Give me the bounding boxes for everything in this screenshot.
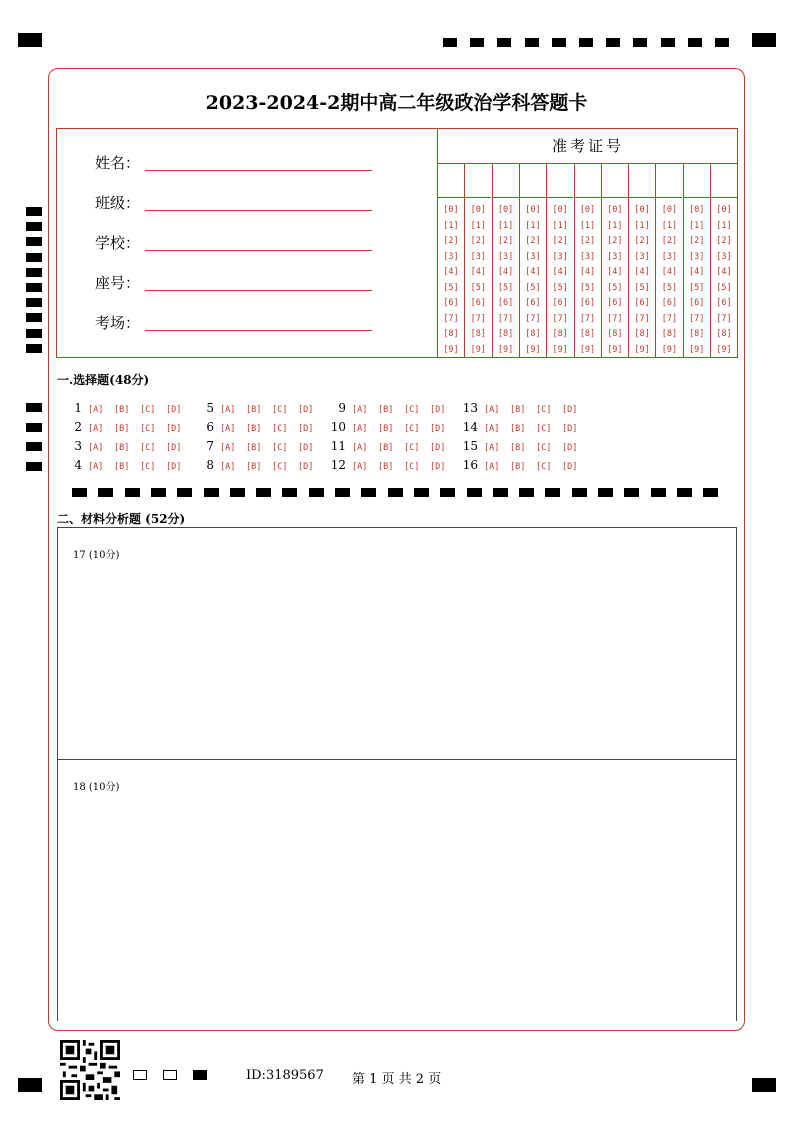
digit-bubble[interactable]: [4] xyxy=(525,267,541,277)
digit-bubble[interactable]: [5] xyxy=(689,282,705,293)
timing-mark xyxy=(715,38,729,47)
digit-bubble[interactable]: [7] xyxy=(552,313,568,324)
digit-bubble[interactable]: [1] xyxy=(716,220,732,231)
option-bubble[interactable]: [B] xyxy=(510,462,526,472)
timing-mark xyxy=(26,222,42,231)
digit-bubble[interactable]: [2] xyxy=(497,236,514,246)
digit-bubble[interactable]: [2] xyxy=(607,236,623,246)
choice-question xyxy=(456,439,588,453)
digit-bubble[interactable]: [5] xyxy=(497,282,514,293)
timing-mark xyxy=(552,38,566,47)
exam-number-column xyxy=(437,164,464,358)
digit-bubble[interactable]: [3] xyxy=(689,251,705,262)
question-number: 4 xyxy=(74,458,82,472)
choice-question xyxy=(456,401,588,415)
exam-number-digit-box[interactable] xyxy=(493,164,519,198)
digit-bubble[interactable]: [8] xyxy=(634,329,650,339)
digit-bubble[interactable]: [1] xyxy=(552,220,568,231)
digit-bubble[interactable]: [9] xyxy=(661,344,678,355)
option-bubble[interactable]: [C] xyxy=(536,443,552,453)
timing-mark xyxy=(443,38,457,47)
choice-question xyxy=(60,401,192,415)
option-bubble[interactable]: [C] xyxy=(536,424,552,434)
question-number: 15 xyxy=(462,439,478,453)
option-bubble[interactable]: [A] xyxy=(88,443,104,453)
option-bubble[interactable]: [C] xyxy=(140,462,156,472)
exam-number-digit-box[interactable] xyxy=(602,164,628,198)
option-bubble[interactable]: [D] xyxy=(430,405,446,415)
option-bubble[interactable]: [B] xyxy=(114,424,130,434)
digit-bubble[interactable]: [5] xyxy=(443,282,459,293)
digit-bubble[interactable]: [5] xyxy=(716,282,732,293)
exam-number-column xyxy=(464,164,491,358)
digit-bubble[interactable]: [5] xyxy=(579,282,596,293)
option-bubble[interactable]: [B] xyxy=(246,405,262,415)
field-label: 姓名： xyxy=(95,154,141,172)
question-number: 2 xyxy=(74,420,82,434)
digit-bubble[interactable]: [3] xyxy=(525,251,541,262)
exam-number-digit-box[interactable] xyxy=(575,164,601,198)
exam-number-digit-box[interactable] xyxy=(656,164,682,198)
option-bubble[interactable]: [C] xyxy=(536,462,552,472)
qr-code-icon xyxy=(60,1040,120,1100)
choice-question xyxy=(456,458,588,472)
question-number: 7 xyxy=(206,439,214,453)
option-bubble[interactable]: [D] xyxy=(562,424,578,434)
digit-bubble[interactable]: [2] xyxy=(470,236,486,246)
digit-bubble[interactable]: [9] xyxy=(552,344,568,355)
digit-bubble[interactable]: [6] xyxy=(525,298,541,308)
digit-bubble[interactable]: [8] xyxy=(689,329,705,339)
digit-bubble[interactable]: [7] xyxy=(443,313,459,324)
choice-question xyxy=(324,420,456,434)
option-bubble[interactable]: [C] xyxy=(404,424,420,434)
digit-bubble[interactable]: [6] xyxy=(552,298,568,308)
exam-number-column xyxy=(546,164,573,358)
corner-mark-bottom-right xyxy=(752,1078,776,1092)
option-bubble[interactable]: [D] xyxy=(298,424,314,434)
digit-bubble[interactable]: [0] xyxy=(525,205,541,215)
exam-number-digit-box[interactable] xyxy=(711,164,737,198)
option-bubble[interactable]: [D] xyxy=(430,443,446,453)
answer-area-17[interactable] xyxy=(57,527,737,760)
digit-bubble[interactable]: [1] xyxy=(607,220,623,231)
digit-bubble[interactable]: [4] xyxy=(689,267,705,277)
option-bubble[interactable]: [B] xyxy=(114,405,130,415)
digit-bubble[interactable]: [9] xyxy=(470,344,486,355)
exam-number-title: 准考证号 xyxy=(437,128,738,164)
option-bubble[interactable]: [A] xyxy=(484,462,500,472)
digit-bubble[interactable]: [1] xyxy=(689,220,705,231)
option-bubble[interactable]: [B] xyxy=(378,443,394,453)
option-bubble[interactable]: [D] xyxy=(298,405,314,415)
timing-mark xyxy=(525,38,539,47)
field-label: 学校： xyxy=(95,234,141,252)
digit-bubble[interactable]: [3] xyxy=(607,251,623,262)
option-bubble[interactable]: [D] xyxy=(166,443,182,453)
choice-section-title: 一.选择题(48分) xyxy=(57,373,150,387)
digit-bubble[interactable]: [0] xyxy=(634,205,650,215)
digit-bubble[interactable]: [7] xyxy=(689,313,705,324)
answer-area-18[interactable] xyxy=(57,759,737,1021)
option-bubble[interactable]: [B] xyxy=(378,462,394,472)
digit-bubble[interactable]: [1] xyxy=(579,220,596,231)
exam-number-column xyxy=(683,164,710,358)
digit-bubble[interactable]: [8] xyxy=(661,329,678,339)
digit-bubble[interactable]: [3] xyxy=(716,251,732,262)
digit-bubble[interactable]: [6] xyxy=(607,298,623,308)
digit-bubble[interactable]: [5] xyxy=(607,282,623,293)
question-number: 14 xyxy=(462,420,478,434)
analysis-section-title: 二、材料分析题 (52分) xyxy=(57,512,186,526)
exam-number-column xyxy=(710,164,737,358)
digit-bubble[interactable]: [3] xyxy=(661,251,678,262)
digit-bubble[interactable]: [7] xyxy=(607,313,623,324)
timing-mark xyxy=(26,313,42,322)
option-bubble[interactable]: [A] xyxy=(352,443,368,453)
option-bubble[interactable]: [B] xyxy=(378,424,394,434)
timing-mark xyxy=(26,283,42,292)
field-input-line[interactable] xyxy=(145,210,372,211)
digit-bubble[interactable]: [0] xyxy=(607,205,623,215)
field-input-line[interactable] xyxy=(145,170,372,171)
option-bubble[interactable]: [A] xyxy=(352,424,368,434)
exam-number-column xyxy=(574,164,601,358)
digit-bubble[interactable]: [4] xyxy=(634,267,650,277)
option-bubble[interactable]: [C] xyxy=(272,405,288,415)
option-bubble[interactable]: [C] xyxy=(272,462,288,472)
choice-question xyxy=(192,439,324,453)
filled-mark xyxy=(193,1070,207,1080)
digit-bubble[interactable]: [8] xyxy=(525,329,541,339)
digit-bubble[interactable]: [2] xyxy=(634,236,650,246)
question-number: 6 xyxy=(206,420,214,434)
field-input-line[interactable] xyxy=(145,290,372,291)
option-bubble[interactable]: [C] xyxy=(404,443,420,453)
sheet-title: 2023-2024-2期中高二年级政治学科答题卡 xyxy=(205,92,588,114)
digit-bubble[interactable]: [7] xyxy=(716,313,732,324)
choice-question xyxy=(324,458,456,472)
page-indicator: 第 1 页 共 2 页 xyxy=(352,1072,442,1087)
option-bubble[interactable]: [D] xyxy=(562,443,578,453)
option-bubble[interactable]: [C] xyxy=(272,443,288,453)
digit-bubble[interactable]: [4] xyxy=(607,267,623,277)
digit-bubble[interactable]: [7] xyxy=(525,313,541,324)
timing-mark xyxy=(26,253,42,262)
field-label: 座号： xyxy=(95,274,141,292)
timing-mark xyxy=(26,207,42,216)
option-bubble[interactable]: [D] xyxy=(562,405,578,415)
digit-bubble[interactable]: [7] xyxy=(497,313,514,324)
choice-question xyxy=(192,401,324,415)
timing-mark xyxy=(606,38,620,47)
option-bubble[interactable]: [C] xyxy=(140,424,156,434)
corner-mark-top-right xyxy=(752,33,776,47)
option-bubble[interactable]: [B] xyxy=(114,462,130,472)
digit-bubble[interactable]: [6] xyxy=(716,298,732,308)
digit-bubble[interactable]: [5] xyxy=(661,282,678,293)
digit-bubble[interactable]: [8] xyxy=(716,329,732,339)
digit-bubble[interactable]: [4] xyxy=(579,267,596,277)
option-bubble[interactable]: [B] xyxy=(510,443,526,453)
digit-bubble[interactable]: [6] xyxy=(689,298,705,308)
timing-mark xyxy=(26,344,42,353)
digit-bubble[interactable]: [4] xyxy=(716,267,732,277)
question-number: 8 xyxy=(206,458,214,472)
question-number: 5 xyxy=(206,401,214,415)
choice-question xyxy=(192,458,324,472)
choice-question xyxy=(456,420,588,434)
option-bubble[interactable]: [D] xyxy=(430,462,446,472)
option-bubble[interactable]: [C] xyxy=(272,424,288,434)
digit-bubble[interactable]: [1] xyxy=(661,220,678,231)
digit-bubble[interactable]: [1] xyxy=(497,220,514,231)
question-number: 12 xyxy=(330,458,346,472)
digit-bubble[interactable]: [9] xyxy=(689,344,705,355)
timing-mark xyxy=(26,298,42,307)
digit-bubble[interactable]: [2] xyxy=(579,236,596,246)
option-bubble[interactable]: [B] xyxy=(246,424,262,434)
question-number: 16 xyxy=(462,458,478,472)
digit-bubble[interactable]: [1] xyxy=(443,220,459,231)
digit-bubble[interactable]: [3] xyxy=(552,251,568,262)
question-number: 13 xyxy=(462,401,478,415)
digit-bubble[interactable]: [8] xyxy=(470,329,486,339)
choice-question xyxy=(60,458,192,472)
exam-number-column xyxy=(519,164,546,358)
digit-bubble[interactable]: [6] xyxy=(443,298,459,308)
digit-bubble[interactable]: [3] xyxy=(470,251,486,262)
digit-bubble[interactable]: [0] xyxy=(716,205,732,215)
choice-question xyxy=(324,401,456,415)
digit-bubble[interactable]: [5] xyxy=(470,282,486,293)
digit-bubble[interactable]: [4] xyxy=(661,267,678,277)
option-bubble[interactable]: [C] xyxy=(140,443,156,453)
option-bubble[interactable]: [C] xyxy=(536,405,552,415)
digit-bubble[interactable]: [3] xyxy=(634,251,650,262)
question-number: 9 xyxy=(338,401,346,415)
exam-number-digit-box[interactable] xyxy=(520,164,546,198)
digit-bubble[interactable]: [4] xyxy=(470,267,486,277)
digit-bubble[interactable]: [6] xyxy=(470,298,486,308)
timing-mark xyxy=(26,462,42,471)
digit-bubble[interactable]: [5] xyxy=(525,282,541,293)
digit-bubble[interactable]: [9] xyxy=(497,344,514,355)
digit-bubble[interactable]: [8] xyxy=(607,329,623,339)
exam-number-column xyxy=(601,164,628,358)
option-bubble[interactable]: [A] xyxy=(220,443,236,453)
option-bubble[interactable]: [D] xyxy=(562,462,578,472)
exam-number-column xyxy=(655,164,682,358)
option-bubble[interactable]: [A] xyxy=(220,462,236,472)
digit-bubble[interactable]: [0] xyxy=(497,205,514,215)
exam-number-digit-box[interactable] xyxy=(438,164,464,198)
digit-bubble[interactable]: [2] xyxy=(525,236,541,246)
timing-mark xyxy=(26,403,42,412)
digit-bubble[interactable]: [4] xyxy=(552,267,568,277)
timing-mark xyxy=(579,38,593,47)
option-bubble[interactable]: [D] xyxy=(298,443,314,453)
option-bubble[interactable]: [A] xyxy=(484,405,500,415)
timing-mark xyxy=(26,268,42,277)
question-number: 10 xyxy=(330,420,346,434)
timing-mark xyxy=(688,38,702,47)
exam-number-digit-box[interactable] xyxy=(684,164,710,198)
digit-bubble[interactable]: [8] xyxy=(552,329,568,339)
digit-bubble[interactable]: [6] xyxy=(634,298,650,308)
timing-mark xyxy=(26,442,42,451)
digit-bubble[interactable]: [2] xyxy=(443,236,459,246)
exam-number-digit-box[interactable] xyxy=(465,164,491,198)
choice-question xyxy=(60,439,192,453)
digit-bubble[interactable]: [7] xyxy=(579,313,596,324)
option-bubble[interactable]: [D] xyxy=(166,424,182,434)
question-18-label: 18 (10分) xyxy=(73,782,120,793)
choice-question xyxy=(192,420,324,434)
question-number: 3 xyxy=(74,439,82,453)
timing-mark xyxy=(26,423,42,432)
digit-bubble[interactable]: [2] xyxy=(716,236,732,246)
option-bubble[interactable]: [B] xyxy=(378,405,394,415)
hollow-mark-2 xyxy=(163,1070,177,1080)
digit-bubble[interactable]: [5] xyxy=(552,282,568,293)
option-bubble[interactable]: [B] xyxy=(246,462,262,472)
digit-bubble[interactable]: [6] xyxy=(661,298,678,308)
option-bubble[interactable]: [A] xyxy=(220,405,236,415)
sheet-id: ID:3189567 xyxy=(246,1068,324,1083)
field-input-line[interactable] xyxy=(145,330,372,331)
digit-bubble[interactable]: [0] xyxy=(661,205,678,215)
digit-bubble[interactable]: [0] xyxy=(579,205,596,215)
option-bubble[interactable]: [A] xyxy=(352,462,368,472)
digit-bubble[interactable]: [4] xyxy=(497,267,514,277)
digit-bubble[interactable]: [8] xyxy=(579,329,596,339)
option-bubble[interactable]: [C] xyxy=(404,405,420,415)
timing-mark xyxy=(26,237,42,246)
timing-mark xyxy=(26,329,42,338)
digit-bubble[interactable]: [2] xyxy=(552,236,568,246)
option-bubble[interactable]: [C] xyxy=(404,462,420,472)
exam-number-column xyxy=(628,164,655,358)
option-bubble[interactable]: [B] xyxy=(114,443,130,453)
digit-bubble[interactable]: [7] xyxy=(470,313,486,324)
option-bubble[interactable]: [A] xyxy=(220,424,236,434)
timing-mark xyxy=(661,38,675,47)
digit-bubble[interactable]: [9] xyxy=(607,344,623,355)
digit-bubble[interactable]: [2] xyxy=(689,236,705,246)
option-bubble[interactable]: [B] xyxy=(510,405,526,415)
field-input-line[interactable] xyxy=(145,250,372,251)
question-17-label: 17 (10分) xyxy=(73,550,120,561)
option-bubble[interactable]: [B] xyxy=(246,443,262,453)
timing-mark xyxy=(470,38,484,47)
digit-bubble[interactable]: [1] xyxy=(525,220,541,231)
digit-bubble[interactable]: [9] xyxy=(634,344,650,355)
timing-mark xyxy=(497,38,511,47)
digit-bubble[interactable]: [1] xyxy=(470,220,486,231)
digit-bubble[interactable]: [6] xyxy=(497,298,514,308)
choice-question xyxy=(324,439,456,453)
choice-question xyxy=(60,420,192,434)
option-bubble[interactable]: [A] xyxy=(484,424,500,434)
digit-bubble[interactable]: [7] xyxy=(634,313,650,324)
option-bubble[interactable]: [B] xyxy=(510,424,526,434)
digit-bubble[interactable]: [8] xyxy=(443,329,459,339)
corner-mark-bottom-left xyxy=(18,1078,42,1092)
option-bubble[interactable]: [C] xyxy=(140,405,156,415)
digit-bubble[interactable]: [7] xyxy=(661,313,678,324)
option-bubble[interactable]: [D] xyxy=(166,462,182,472)
digit-bubble[interactable]: [4] xyxy=(443,267,459,277)
timing-mark xyxy=(633,38,647,47)
digit-bubble[interactable]: [3] xyxy=(579,251,596,262)
question-number: 11 xyxy=(330,439,346,453)
digit-bubble[interactable]: [3] xyxy=(443,251,459,262)
option-bubble[interactable]: [A] xyxy=(88,424,104,434)
question-number: 1 xyxy=(74,401,82,415)
digit-bubble[interactable]: [0] xyxy=(552,205,568,215)
option-bubble[interactable]: [A] xyxy=(88,462,104,472)
digit-bubble[interactable]: [1] xyxy=(634,220,650,231)
digit-bubble[interactable]: [9] xyxy=(579,344,596,355)
digit-bubble[interactable]: [8] xyxy=(497,329,514,339)
digit-bubble[interactable]: [0] xyxy=(689,205,705,215)
option-bubble[interactable]: [D] xyxy=(298,462,314,472)
digit-bubble[interactable]: [9] xyxy=(716,344,732,355)
digit-bubble[interactable]: [9] xyxy=(443,344,459,355)
digit-bubble[interactable]: [0] xyxy=(470,205,486,215)
hollow-mark-1 xyxy=(133,1070,147,1080)
digit-bubble[interactable]: [3] xyxy=(497,251,514,262)
digit-bubble[interactable]: [0] xyxy=(443,205,459,215)
option-bubble[interactable]: [D] xyxy=(430,424,446,434)
option-bubble[interactable]: [A] xyxy=(352,405,368,415)
option-bubble[interactable]: [A] xyxy=(484,443,500,453)
digit-bubble[interactable]: [5] xyxy=(634,282,650,293)
exam-number-digit-box[interactable] xyxy=(547,164,573,198)
exam-number-digit-box[interactable] xyxy=(629,164,655,198)
digit-bubble[interactable]: [6] xyxy=(579,298,596,308)
field-label: 班级： xyxy=(95,194,141,212)
option-bubble[interactable]: [A] xyxy=(88,405,104,415)
field-label: 考场： xyxy=(95,314,141,332)
digit-bubble[interactable]: [9] xyxy=(525,344,541,355)
option-bubble[interactable]: [D] xyxy=(166,405,182,415)
digit-bubble[interactable]: [2] xyxy=(661,236,678,246)
corner-mark-top-left xyxy=(18,33,42,47)
exam-number-column xyxy=(492,164,519,358)
